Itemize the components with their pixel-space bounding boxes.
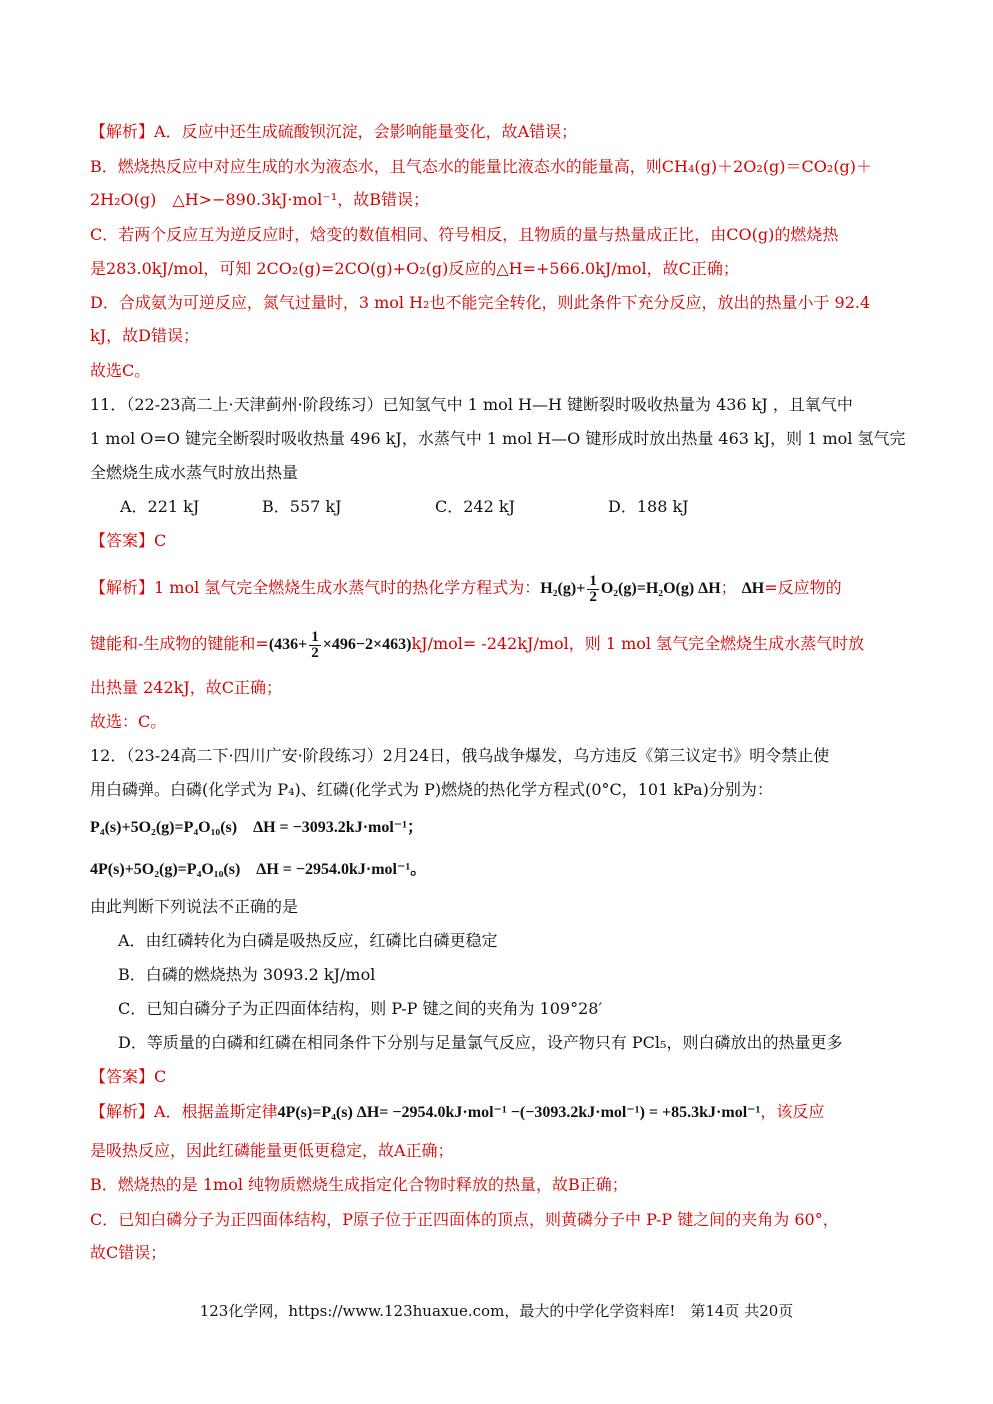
bond-energy-expression: (436+ $\frac{1}{2}$ ×496−2×463) bbox=[268, 629, 412, 661]
q12-equation-red-phosphorus: 4P(s)+5O₂(g)=P₄O₁₀(s) ΔH = −2954.0kJ·mol⁻¹。 bbox=[90, 861, 427, 878]
answer-tag: 【答案】 bbox=[90, 531, 155, 550]
analysis-tag: 【解析】 bbox=[90, 122, 155, 141]
q12-option-b: B．白磷的燃烧热为 3093.2 kJ/mol bbox=[118, 965, 376, 984]
q10-analysis-d-line2: kJ，故D错误； bbox=[90, 326, 199, 345]
page-footer: 123化学网，https://www.123huaxue.com，最大的中学化学资料库! 第14页 共20页 bbox=[199, 1302, 794, 1320]
answer-value: C bbox=[154, 1067, 167, 1086]
q11-analysis-line3: 出热量 242kJ，故C正确； bbox=[90, 678, 282, 697]
answer-value: C bbox=[154, 531, 167, 550]
analysis-tag: 【解析】 bbox=[90, 578, 155, 598]
q12-analysis-b: B．燃烧热的是 1mol 纯物质燃烧生成指定化合物时释放的热量，故B正确； bbox=[90, 1175, 628, 1194]
q12-option-c: C．已知白磷分子为正四面体结构，则 P-P 键之间的夹角为 109°28′ bbox=[118, 999, 603, 1018]
answer-tag: 【答案】 bbox=[90, 1067, 155, 1086]
q12-answer bbox=[90, 1067, 902, 1087]
q11-stem-line3: 全燃烧生成水蒸气时放出热量 bbox=[90, 463, 299, 482]
q11-analysis-line2: 键能和-生成物的键能和=(436+ $\frac{1}{2}$ ×496−2×463)kJ/mol= -242kJ/mol，则 1 mol 氢气完全燃烧生成水蒸气时放 bbox=[90, 629, 865, 661]
analysis-tag: 【解析】 bbox=[90, 1102, 155, 1121]
q12-analysis-a-line1: 【解析】A．根据盖斯定律4P(s)=P₄(s) ΔH= −2954.0kJ·mol⁻¹ −(−3093.2kJ·mol⁻¹) = +85.3kJ·mol⁻¹，该反应 bbox=[90, 1102, 825, 1121]
q12-stem-line2: 用白磷弹。白磷(化学式为 P₄)、红磷(化学式为 P)燃烧的热化学方程式(0°C，101 kPa)分别为： bbox=[90, 780, 773, 799]
q11-answer bbox=[90, 531, 902, 551]
q11-choose: 故选：C。 bbox=[90, 712, 167, 731]
hess-law-equation: 4P(s)=P₄(s) ΔH= −2954.0kJ·mol⁻¹ −(−3093.2kJ·mol⁻¹) = +85.3kJ·mol⁻¹ bbox=[277, 1104, 761, 1121]
q12-stem-line3: 由此判断下列说法不正确的是 bbox=[90, 897, 299, 916]
q11-stem-line1: 11．（22-23高二上·天津蓟州·阶段练习）已知氢气中 1 mol H—H 键断裂时吸收热量为 436 kJ ，且氧气中 bbox=[90, 395, 853, 414]
q11-option-d: D．188 kJ bbox=[608, 497, 689, 516]
fraction-half: $\frac{1}{2}$ bbox=[589, 573, 597, 605]
q10-choose: 故选C。 bbox=[90, 361, 151, 380]
q11-stem-line2: 1 mol O=O 键完全断裂时吸收热量 496 kJ，水蒸气中 1 mol H—O 键形成时放出热量 463 kJ，则 1 mol 氢气完 bbox=[90, 429, 906, 448]
q10-analysis-c-line2: 是283.0kJ/mol，可知 2CO₂(g)=2CO(g)+O₂(g)反应的△H=+566.0kJ/mol，故C正确； bbox=[90, 259, 739, 278]
q10-analysis-a: 【解析】A．反应中还生成硫酸钡沉淀，会影响能量变化，故A错误； bbox=[90, 122, 578, 141]
q11-option-c: C．242 kJ bbox=[435, 497, 515, 516]
q10-analysis-b-line2: 2H₂O(g) △H>−890.3kJ·mol⁻¹，故B错误； bbox=[90, 190, 430, 209]
q11-option-a: A．221 kJ bbox=[120, 497, 200, 516]
q12-stem-line1: 12．（23-24高二下·四川广安·阶段练习）2月24日，俄乌战争爆发，乌方违反《第三议定书》明令禁止使 bbox=[90, 746, 830, 765]
q10-analysis-c-line1: C．若两个反应互为逆反应时，焓变的数值相同、符号相反，且物质的量与热量成正比，由CO(g)的燃烧热 bbox=[90, 225, 839, 244]
q10-analysis-d-line1: D．合成氨为可逆反应，氮气过量时，3 mol H₂也不能完全转化，则此条件下充分反应，放出的热量小于 92.4 bbox=[90, 293, 871, 312]
fraction-half: $\frac{1}{2}$ bbox=[311, 629, 319, 661]
thermo-equation: H₂(g)+ $\frac{1}{2}$ O₂(g)=H₂O(g) ΔH bbox=[540, 573, 721, 605]
q12-option-a: A．由红磷转化为白磷是吸热反应，红磷比白磷更稳定 bbox=[118, 931, 498, 950]
q12-analysis-c-line2: 故C错误； bbox=[90, 1243, 167, 1262]
q10-analysis-b-line1: B．燃烧热反应中对应生成的水为液态水，且气态水的能量比液态水的能量高，则CH₄(g)＋2O₂(g)＝CO₂(g)＋ bbox=[90, 157, 873, 176]
q12-option-d: D．等质量的白磷和红磷在相同条件下分别与足量氯气反应，设产物只有 PCl₅，则白磷放出的热量更多 bbox=[118, 1033, 843, 1052]
q12-equation-white-phosphorus: P₄(s)+5O₂(g)=P₄O₁₀(s) ΔH = −3093.2kJ·mol⁻¹； bbox=[90, 819, 424, 836]
q12-analysis-a-line2: 是吸热反应，因此红磷能量更低更稳定，故A正确； bbox=[90, 1141, 454, 1160]
q11-analysis-line1: 【解析】1 mol 氢气完全燃烧生成水蒸气时的热化学方程式为：H₂(g)+ $\frac{1}{2}$ O₂(g)=H₂O(g) ΔH； ΔH=反应物的 bbox=[90, 573, 842, 605]
q11-option-b: B．557 kJ bbox=[262, 497, 342, 516]
q12-analysis-c-line1: C．已知白磷分子为正四面体结构，P原子位于正四面体的顶点，则黄磷分子中 P-P 键之间的夹角为 60°， bbox=[90, 1210, 839, 1229]
